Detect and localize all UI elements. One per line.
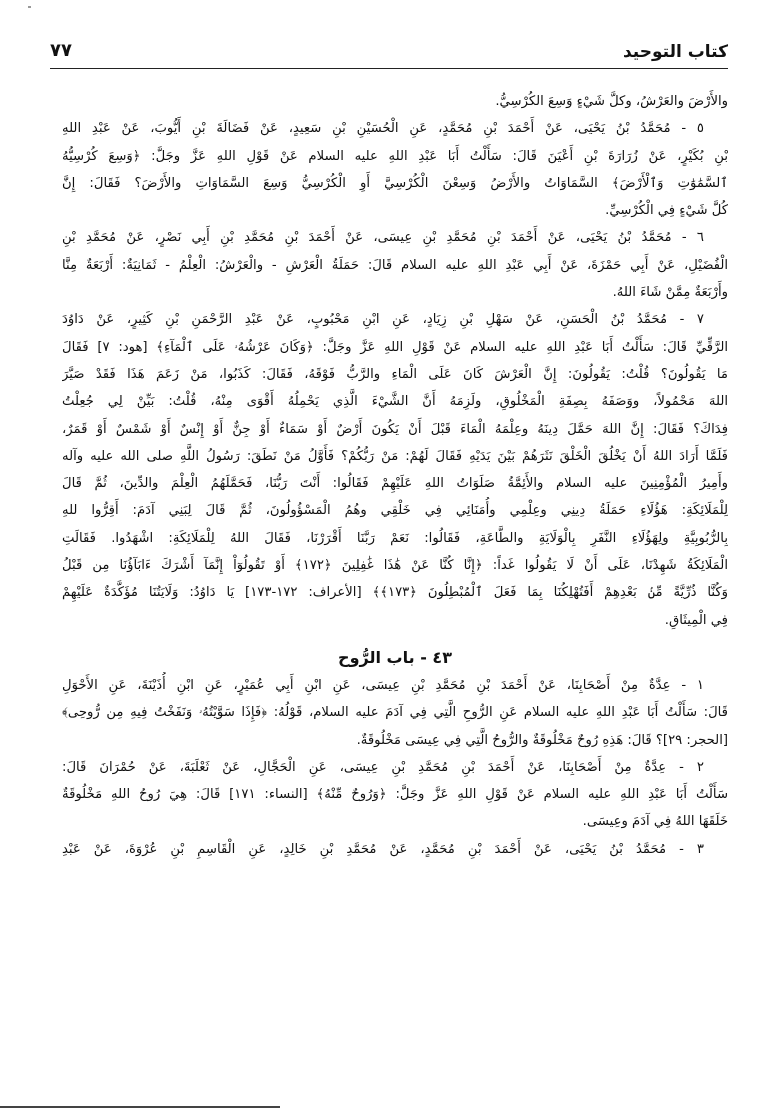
text-line: قَالَ: سَأَلْتُ أَبَا عَبْدِ اللهِ عليه السلام عَنِ الرُّوحِ الَّتِي فِي آدَمَ عليه السلام، قَوْلُهُ: ﴿فَإِذَا سَوَّيْتُهُۥ وَنَفَخْتُ فِيهِ مِن رُّوحِى﴾ xyxy=(62,705,728,721)
chapter-heading: ٤٣ - باب الرُّوح xyxy=(338,647,452,667)
text-line: سَأَلْتُ أَبَا عَبْدِ اللهِ عليه السلام عَنْ قَوْلِ اللهِ عَزَّ وجَلَّ: ﴿وَرُوحٌ مِّنْهُ﴾ [النساء: ١٧١] قَالَ: هِيَ رُوحُ اللهِ مَخْلُوقَةٌ xyxy=(62,787,728,803)
text-line: الْفُضَيْلِ، عَنْ أَبِي حَمْزَةَ، عَنْ أَبِي عَبْدِ اللهِ عليه السلام قَالَ: حَمَلَةُ الْعَرْشِ - والْعَرْشُ: الْعِلْمُ - ثَمَانِيَةٌ: أَرْبَعَةٌ مِنَّا xyxy=(62,257,728,273)
hadith-6-start: ٦ - مُحَمَّدُ بْنُ يَحْيَى، عَنْ أَحْمَدَ بْنِ مُحَمَّدِ بْنِ عِيسَى، عَنْ أَحْمَدَ بْنِ مُحَمَّدِ بْنِ أَبِي نَصْرٍ، عَنْ مُحَمَّدِ بْنِ xyxy=(62,230,704,246)
text-line: [الحجر: ٢٩]؟ قَالَ: هَذِهِ رُوحٌ مَخْلُوقَةٌ والرُّوحُ الَّتِي فِي عِيسَى مَخْلُوقَةٌ. xyxy=(356,732,728,748)
text-line: الْمَلَائِكَةُ شَهِدْنَا، عَلَى أَنْ لَا يَقُولُوا غَداً: ﴿إِنَّا كُنَّا عَنْ هَٰذَا غَٰفِلِينَ ﴿١٧٢﴾ أَوْ تَقُولُوٓاْ إِنَّمَآ أَشْرَكَ ءَابَآؤُنَا مِن قَبْلُ xyxy=(62,558,728,574)
text-line: كُلَّ شَيْءٍ فِي الْكُرْسِيِّ. xyxy=(605,203,728,219)
text-line: بِالرُّبُوبِيَّةِ ولِهَؤُلَاءِ النَّفَرِ بِالْوَلَايَةِ والطَّاعَةِ، فَقَالُوا: نَعَمْ رَبَّنَا أَقْرَرْنَا، فَقَالَ اللهُ لِلْمَلَائِكَةِ: اشْهَدُوا. فَقَالَتِ xyxy=(62,530,728,546)
text-line: وأَرْبَعَةٌ مِمَّنْ شَاءَ اللهُ. xyxy=(612,285,728,301)
text-line: اللهَ مَحْمُولاً، ووَصَفَهُ بِصِفَةِ الْمَخْلُوقِ، ولَزِمَهُ أَنَّ الشَّيْءَ الَّذِي يَحْمِلُهُ أَقْوَى مِنْهُ، قُلْتُ: بَيِّنْ لِي جُعِلْتُ xyxy=(62,394,728,410)
text-line: الرَّقِّيِّ قَالَ: سَأَلْتُ أَبَا عَبْدِ اللهِ عليه السلام عَنْ قَوْلِ اللهِ عَزَّ وجَلَّ: ﴿وَكَانَ عَرْشُهُۥ عَلَى ٱلْمَآءِ﴾ [هود: ٧] فَقَالَ xyxy=(62,339,728,355)
text-line: فِي الْمِيثَاقِ. xyxy=(664,612,728,628)
hadith-7-start: ٧ - مُحَمَّدُ بْنُ الْحَسَنِ، عَنْ سَهْلِ بْنِ زِيَادٍ، عَنِ ابْنِ مَحْبُوبٍ، عَنْ عَبْدِ الرَّحْمَنِ بْنِ كَثِيرٍ، عَنْ دَاوُدَ xyxy=(62,312,704,328)
hadith-2-start: ٢ - عِدَّةٌ مِنْ أَصْحَابِنَا، عَنْ أَحْمَدَ بْنِ مُحَمَّدِ بْنِ عِيسَى، عَنِ الْحَجَّالِ، عَنْ ثَعْلَبَةَ، عَنْ حُمْرَانَ قَالَ: xyxy=(62,759,704,775)
hadith-5-start: ٥ - مُحَمَّدُ بْنُ يَحْيَى، عَنْ أَحْمَدَ بْنِ مُحَمَّدٍ، عَنِ الْحُسَيْنِ بْنِ سَعِيدٍ، عَنْ فَضَالَةَ بْنِ أَيُّوبَ، عَنْ عَبْدِ اللهِ xyxy=(62,121,704,137)
page-number: ٧٧ xyxy=(50,40,72,61)
hadith-1-start: ١ - عِدَّةٌ مِنْ أَصْحَابِنَا، عَنْ أَحْمَدَ بْنِ مُحَمَّدِ بْنِ عِيسَى، عَنِ ابْنِ أَبِي عُمَيْرٍ، عَنِ ابْنِ أُذَيْنَةَ، عَنِ الأَحْوَلِ xyxy=(62,677,704,693)
page-header xyxy=(50,22,728,66)
text-line: خَلَقَهَا اللهُ فِي آدَمَ وعِيسَى. xyxy=(582,814,728,830)
text-line: ٱلسَّمَٰوَٰتِ وَٱلْأَرْضَ﴾ السَّمَاوَاتُ والأَرْضُ وَسِعْنَ الْكُرْسِيَّ أَوِ الْكُرْسِيُّ وَسِعَ السَّمَاوَاتِ والأَرْضَ؟ فَقَالَ: إِنَّ xyxy=(62,175,728,191)
text-line: فَلَمَّا أَرَادَ اللهُ أَنْ يَخْلُقَ الْخَلْقَ نَثَرَهُمْ بَيْنَ يَدَيْهِ فَقَالَ لَهُمْ: مَنْ رَبُّكُمْ؟ فَأَوَّلُ مَنْ نَطَقَ: رَسُولُ اللَّهِ صلى الله عليه وآله xyxy=(62,448,728,464)
text-line: مَا يَقُولُونَ؟ قُلْتُ: يَقُولُونَ: إِنَّ الْعَرْشَ كَانَ عَلَى الْمَاءِ والرَّبُّ فَوْقَهُ، فَقَالَ: كَذَبُوا، مَنْ زَعَمَ هَذَا فَقَدْ صَيَّرَ xyxy=(62,366,728,382)
hadith-3-start: ٣ - مُحَمَّدُ بْنُ يَحْيَى، عَنْ أَحْمَدَ بْنِ مُحَمَّدٍ، عَنْ مُحَمَّدِ بْنِ خَالِدٍ، عَنِ الْقَاسِمِ بْنِ عُرْوَةَ، عَنْ عَبْدِ xyxy=(62,841,704,857)
text-line: وأَمِيرُ الْمُؤْمِنِينَ عليه السلام والأَئِمَّةُ صَلَوَاتُ اللهِ عَلَيْهِمْ فَقَالُوا: أَنْتَ رَبُّنَا، فَحَمَّلَهُمُ الْعِلْمَ والدِّينَ، ثُمَّ قَالَ xyxy=(62,476,728,492)
scan-edge-line xyxy=(0,1106,280,1108)
text-line: وَكُنَّا ذُرِّيَّةً مِّنۢ بَعْدِهِمْ أَفَتُهْلِكُنَا بِمَا فَعَلَ ٱلْمُبْطِلُونَ ﴿١٧٣﴾﴾ [الأعراف: ١٧٢-١٧٣] يَا دَاوُدُ: وَلَايَتُنَا مُؤَكَّدَةٌ عَلَيْهِمْ xyxy=(62,585,728,601)
scan-speck xyxy=(28,6,31,8)
body-text xyxy=(62,88,728,863)
header-rule xyxy=(50,68,728,69)
text-line: بْنِ بُكَيْرٍ، عَنْ زُرَارَةَ بْنِ أَعْيَنَ قَالَ: سَأَلْتُ أَبَا عَبْدِ اللهِ عليه السلام عَنْ قَوْلِ اللهِ عَزَّ وجَلَّ: ﴿وَسِعَ كُرْسِيُّهُ xyxy=(62,148,728,164)
running-title: كتاب التوحيد xyxy=(622,42,728,62)
text-line: لِلْمَلَائِكَةِ: هَؤُلَاءِ حَمَلَةُ دِينِي وعِلْمِي وأُمَنَائِي فِي خَلْقِي وهُمُ الْمَسْؤُولُونَ، ثُمَّ قَالَ لِبَنِي آدَمَ: أَقِرُّوا للهِ xyxy=(62,503,728,519)
text-line: والأَرْضَ والعَرْشُ، وكلَّ شَيْءٍ وَسِعَ الكُرْسِيُّ. xyxy=(495,94,728,109)
text-line: فِدَاكَ؟ فَقَالَ: إِنَّ اللهَ حَمَّلَ دِينَهُ وعِلْمَهُ الْمَاءَ قَبْلَ أَنْ يَكُونَ أَرْضٌ أَوْ سَمَاءٌ أَوْ جِنٌّ أَوْ إِنْسٌ أَوْ شَمْسٌ أَوْ قَمَرٌ، xyxy=(62,421,728,437)
